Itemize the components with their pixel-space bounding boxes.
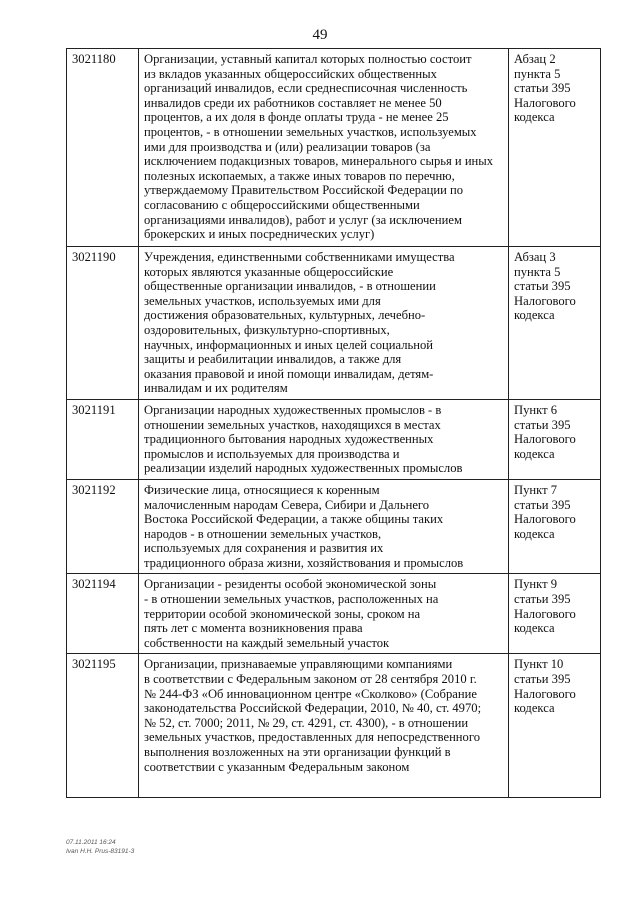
reference-line: Налогового: [514, 512, 576, 527]
reference-line: Пункт 9: [514, 577, 558, 592]
description-line: ими для производства и (или) реализации товаров (за: [144, 139, 431, 154]
description-line: полезных ископаемых, а также иных товаров по перечню,: [144, 168, 455, 183]
description-line: выполнения возложенных на эти организации функций в: [144, 745, 451, 759]
footer-timestamp: 07.11.2011 16:24: [66, 839, 116, 846]
description-line: Организации, признаваемые управляющими компаниями: [144, 657, 453, 672]
description-line: инвалидам и их родителям: [144, 381, 288, 396]
description-line: в соответствии с Федеральным законом от 28 сентября 2010 г.: [144, 672, 477, 687]
description-line: которых являются указанные общероссийские: [144, 264, 394, 279]
description-line: достижения образовательных, культурных, лечебно-: [144, 308, 426, 323]
reference-line: статьи 395: [514, 672, 571, 687]
code-cell: 3021180: [67, 49, 139, 247]
description-line: организациями инвалидов), работ и услуг (за исключением: [144, 212, 462, 227]
table-row: [67, 49, 601, 247]
reference-line: статьи 395: [514, 417, 571, 432]
reference-line: Пункт 7: [514, 482, 558, 497]
reference-line: Налогового: [514, 686, 576, 701]
description-line: процентов, а их доля в фонде оплаты труда - не менее 25: [144, 110, 449, 125]
reference-line: Налогового: [514, 606, 576, 621]
legal-reference-cell: [509, 654, 601, 798]
reference-line: Пункт 10: [514, 657, 564, 672]
code-cell: 3021192: [67, 479, 139, 574]
reference-line: Абзац 3: [514, 250, 556, 264]
description-line: № 244-ФЗ «Об инновационном центре «Сколково» (Собрание: [144, 686, 477, 701]
table-row: [67, 654, 601, 798]
description-line: организаций инвалидов, если среднесписочная численность: [144, 81, 468, 96]
reference-line: статьи 395: [514, 81, 571, 96]
description-line: собственности на каждый земельный участок: [144, 635, 390, 650]
description-line: народов - в отношении земельных участков,: [144, 526, 382, 541]
description-line: Учреждения, единственными собственниками имущества: [144, 250, 455, 264]
code-cell: 3021194: [67, 574, 139, 654]
code-cell: 3021190: [67, 247, 139, 400]
description-line: научных, информационных и иных целей социальной: [144, 337, 434, 352]
reference-line: пункта 5: [514, 264, 561, 279]
legal-reference-cell: [509, 399, 601, 479]
reference-line: статьи 395: [514, 279, 571, 294]
reference-line: кодекса: [514, 446, 555, 461]
description-cell: [139, 247, 509, 400]
description-line: используемых для сохранения и развития их: [144, 541, 384, 556]
description-line: земельных участков, предоставленных для непосредственного: [144, 730, 480, 745]
description-line: реализации изделий народных художественных промыслов: [144, 461, 463, 476]
reference-line: кодекса: [514, 701, 555, 716]
description-line: исключением подакцизных товаров, минерального сырья и иных: [144, 154, 494, 169]
description-line: утверждаемому Правительством Российской Федерации по: [144, 183, 464, 198]
description-line: Организации народных художественных промыслов - в: [144, 402, 442, 417]
description-line: малочисленным народам Севера, Сибири и Дальнего: [144, 497, 430, 512]
reference-line: кодекса: [514, 526, 555, 541]
description-line: оздоровительных, физкультурно-спортивных,: [144, 322, 390, 337]
reference-line: статьи 395: [514, 592, 571, 607]
code-cell: 3021191: [67, 399, 139, 479]
description-line: Востока Российской Федерации, а также общины таких: [144, 512, 444, 527]
description-line: брокерских и иных посреднических услуг): [144, 227, 375, 242]
footer-document-id: Ivan H.H. Prus-83191-3: [66, 848, 135, 855]
table-row: [67, 247, 601, 400]
description-line: законодательства Российской Федерации, 2010, № 40, ст. 4970;: [144, 701, 482, 716]
description-cell: [139, 574, 509, 654]
description-line: защиты и реабилитации инвалидов, а также для: [144, 352, 402, 367]
reference-line: кодекса: [514, 621, 555, 636]
reference-line: пункта 5: [514, 66, 561, 81]
description-cell: [139, 479, 509, 574]
land-tax-exemptions-table: [66, 48, 601, 798]
description-cell: [139, 399, 509, 479]
description-line: - в отношении земельных участков, расположенных на: [144, 592, 439, 607]
description-line: Организации - резиденты особой экономической зоны: [144, 577, 437, 592]
description-line: общественные организации инвалидов, - в отношении: [144, 279, 436, 294]
page-number: 49: [312, 27, 328, 43]
legal-reference-cell: [509, 574, 601, 654]
description-cell: [139, 654, 509, 798]
legal-reference-cell: [509, 247, 601, 400]
description-line: согласованию с общероссийскими общественными: [144, 197, 420, 212]
reference-line: статьи 395: [514, 497, 571, 512]
description-line: из вкладов указанных общероссийских общественных: [144, 66, 437, 81]
legal-reference-cell: [509, 479, 601, 574]
description-line: Организации, уставный капитал которых полностью состоит: [144, 52, 472, 66]
description-line: традиционного бытования народных художественных: [144, 432, 434, 447]
reference-line: кодекса: [514, 308, 555, 323]
reference-line: Налогового: [514, 293, 576, 308]
reference-line: кодекса: [514, 110, 555, 125]
description-line: № 52, ст. 7000; 2011, № 29, ст. 4291, ст. 4300), - в отношении: [144, 715, 469, 730]
print-footer: [66, 838, 134, 856]
code-cell: 3021195: [67, 654, 139, 798]
description-line: отношении земельных участков, находящихся в местах: [144, 417, 441, 432]
table-row: [67, 574, 601, 654]
description-line: традиционного образа жизни, хозяйствования и промыслов: [144, 555, 464, 570]
description-line: процентов, - в отношении земельных участков, используемых: [144, 124, 477, 139]
reference-line: Налогового: [514, 95, 576, 110]
description-line: пять лет с момента возникновения права: [144, 621, 363, 636]
description-line: соответствии с указанным Федеральным законом: [144, 759, 410, 774]
reference-line: Абзац 2: [514, 52, 556, 66]
description-cell: [139, 49, 509, 247]
description-line: территории особой экономической зоны, сроком на: [144, 606, 421, 621]
description-line: земельных участков, используемых ими для: [144, 293, 381, 308]
description-line: промыслов и используемых для производства и: [144, 446, 400, 461]
legal-reference-cell: [509, 49, 601, 247]
table-row: [67, 479, 601, 574]
description-line: Физические лица, относящиеся к коренным: [144, 482, 380, 497]
reference-line: Налогового: [514, 432, 576, 447]
description-line: инвалидов среди их работников составляет не менее 50: [144, 95, 442, 110]
reference-line: Пункт 6: [514, 402, 558, 417]
table-row: [67, 399, 601, 479]
description-line: оказания правовой и иной помощи инвалидам, детям-: [144, 366, 434, 381]
